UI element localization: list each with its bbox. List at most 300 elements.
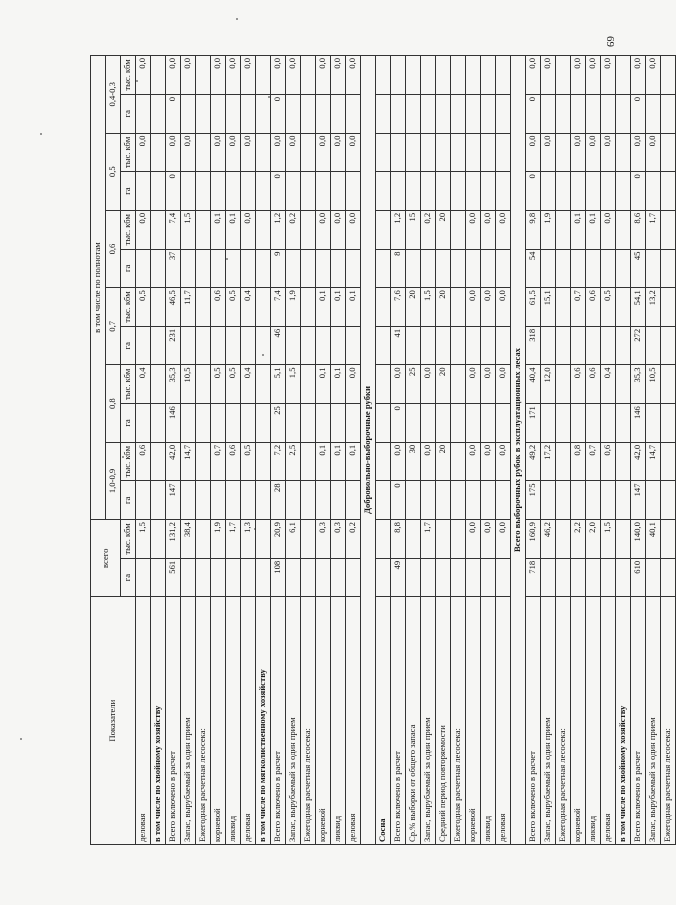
cell-volume xyxy=(301,520,316,559)
cell-area-ha xyxy=(646,404,661,443)
cell-area-ha: 175 xyxy=(526,481,541,520)
cell-area-ha: 318 xyxy=(526,326,541,365)
cell-volume: 0,0 xyxy=(466,288,481,327)
cell-volume: 0,2 xyxy=(286,210,301,249)
cell-volume: 0,0 xyxy=(601,210,616,249)
cell-area-ha xyxy=(301,172,316,211)
cell-area-ha xyxy=(136,558,151,597)
cell-volume xyxy=(256,442,271,481)
cell-area-ha xyxy=(316,404,331,443)
cell-volume: 0,6 xyxy=(586,288,601,327)
cell-volume: 0,0 xyxy=(466,520,481,559)
cell-area-ha: 54 xyxy=(526,249,541,288)
cell-volume: 40,1 xyxy=(646,520,661,559)
cell-area-ha xyxy=(256,481,271,520)
cell-area-ha xyxy=(391,172,406,211)
row-label: Всего включено в расчет xyxy=(526,597,541,845)
cell-volume: 1,5 xyxy=(601,520,616,559)
cell-volume: 7,6 xyxy=(391,288,406,327)
cell-area-ha xyxy=(661,249,676,288)
cell-area-ha xyxy=(226,326,241,365)
cell-area-ha xyxy=(586,326,601,365)
cell-volume xyxy=(376,365,391,404)
table-body xyxy=(136,56,676,845)
cell-volume: 0,0 xyxy=(241,133,256,172)
cell-area-ha xyxy=(406,558,421,597)
cell-volume xyxy=(301,288,316,327)
cell-volume xyxy=(661,442,676,481)
row-label: деловая xyxy=(241,597,256,845)
cell-volume xyxy=(151,365,166,404)
cell-volume: 0,0 xyxy=(496,365,511,404)
cell-volume xyxy=(661,520,676,559)
cell-volume: 0,1 xyxy=(226,210,241,249)
cell-volume: 13,2 xyxy=(646,288,661,327)
cell-area-ha xyxy=(646,249,661,288)
header-total: всего xyxy=(91,520,121,597)
cell-volume xyxy=(421,133,436,172)
cell-volume: 8,6 xyxy=(631,210,646,249)
header-unit-volume: тыс. кбм xyxy=(121,210,136,249)
cell-volume xyxy=(451,365,466,404)
cell-volume xyxy=(301,365,316,404)
cell-volume: 0,5 xyxy=(226,365,241,404)
cell-area-ha xyxy=(571,481,586,520)
cell-area-ha xyxy=(541,249,556,288)
header-unit-volume: тыс. кбм xyxy=(121,133,136,172)
table-row xyxy=(136,56,151,845)
cell-area-ha xyxy=(481,249,496,288)
table-row xyxy=(316,56,331,845)
cell-area-ha xyxy=(136,249,151,288)
cell-area-ha xyxy=(466,172,481,211)
table-row xyxy=(616,56,631,845)
cell-area-ha xyxy=(601,94,616,133)
table-row xyxy=(256,56,271,845)
cell-area-ha xyxy=(541,326,556,365)
cell-area-ha xyxy=(211,481,226,520)
header-unit-volume: тыс. кбм xyxy=(121,288,136,327)
row-label: в том числе по хвойному хозяйству xyxy=(616,597,631,845)
cell-volume: 0,6 xyxy=(136,442,151,481)
table-row xyxy=(196,56,211,845)
cell-volume: 0,0 xyxy=(286,133,301,172)
cell-volume xyxy=(391,133,406,172)
cell-area-ha xyxy=(316,172,331,211)
cell-area-ha xyxy=(646,481,661,520)
cell-volume: 40,4 xyxy=(526,365,541,404)
cell-area-ha xyxy=(181,404,196,443)
cell-volume xyxy=(616,520,631,559)
cell-area-ha xyxy=(541,404,556,443)
cell-area-ha xyxy=(226,94,241,133)
table-row xyxy=(631,56,646,845)
cell-area-ha xyxy=(196,94,211,133)
cell-area-ha xyxy=(151,481,166,520)
cell-area-ha xyxy=(151,172,166,211)
cell-volume: 1,5 xyxy=(421,288,436,327)
cell-volume xyxy=(451,442,466,481)
cell-area-ha xyxy=(571,326,586,365)
cell-area-ha xyxy=(466,94,481,133)
cell-volume: 0,0 xyxy=(226,133,241,172)
cell-volume: 0,0 xyxy=(466,210,481,249)
cell-area-ha xyxy=(466,249,481,288)
cell-volume: 1,9 xyxy=(541,210,556,249)
cell-volume: 0,0 xyxy=(136,210,151,249)
cell-area-ha xyxy=(286,94,301,133)
table-row xyxy=(496,56,511,845)
cell-volume xyxy=(481,56,496,95)
cell-volume xyxy=(406,56,421,95)
table-row xyxy=(646,56,661,845)
cell-volume: 6,1 xyxy=(286,520,301,559)
cell-area-ha xyxy=(226,481,241,520)
cell-area-ha: 45 xyxy=(631,249,646,288)
cell-volume: 11,7 xyxy=(181,288,196,327)
cell-area-ha: 0 xyxy=(271,94,286,133)
cell-volume xyxy=(301,442,316,481)
cell-area-ha xyxy=(331,172,346,211)
cell-volume: 0,6 xyxy=(211,288,226,327)
cell-volume: 0,0 xyxy=(136,56,151,95)
cell-area-ha xyxy=(661,326,676,365)
table-row xyxy=(406,56,421,845)
cell-volume: 20 xyxy=(436,442,451,481)
cell-area-ha xyxy=(451,172,466,211)
cell-area-ha xyxy=(496,249,511,288)
cell-area-ha xyxy=(256,94,271,133)
header-unit-volume: тыс. кбм xyxy=(121,442,136,481)
cell-area-ha xyxy=(211,326,226,365)
cell-area-ha xyxy=(346,481,361,520)
row-label: Запас, вырубаемый за один прием xyxy=(646,597,661,845)
cell-volume xyxy=(616,133,631,172)
cell-volume: 1,5 xyxy=(136,520,151,559)
cell-volume xyxy=(151,133,166,172)
cell-volume: 5,1 xyxy=(271,365,286,404)
cell-area-ha xyxy=(646,94,661,133)
cell-volume: 7,4 xyxy=(166,210,181,249)
cell-volume: 1,7 xyxy=(226,520,241,559)
table-row xyxy=(451,56,466,845)
cell-volume xyxy=(451,133,466,172)
cell-volume: 0,6 xyxy=(571,365,586,404)
cell-volume xyxy=(256,133,271,172)
cell-volume xyxy=(451,288,466,327)
row-label: Сосна xyxy=(376,597,391,845)
cell-area-ha xyxy=(436,404,451,443)
cell-area-ha: 231 xyxy=(166,326,181,365)
cell-area-ha xyxy=(571,249,586,288)
table-row xyxy=(166,56,181,845)
cell-volume: 42,0 xyxy=(631,442,646,481)
cell-area-ha xyxy=(301,249,316,288)
cell-area-ha xyxy=(616,404,631,443)
cell-area-ha: 146 xyxy=(166,404,181,443)
cell-area-ha xyxy=(556,558,571,597)
cell-volume: 0,0 xyxy=(331,133,346,172)
cell-volume xyxy=(376,520,391,559)
header-unit-ha: га xyxy=(121,558,136,597)
cell-area-ha xyxy=(586,172,601,211)
cell-volume: 0,0 xyxy=(241,210,256,249)
cell-area-ha xyxy=(451,94,466,133)
cell-area-ha: 28 xyxy=(271,481,286,520)
row-label: ликвид xyxy=(586,597,601,845)
cell-area-ha xyxy=(541,481,556,520)
cell-area-ha xyxy=(496,558,511,597)
cell-area-ha xyxy=(601,404,616,443)
cell-area-ha xyxy=(376,481,391,520)
cell-area-ha xyxy=(151,94,166,133)
cell-area-ha xyxy=(541,94,556,133)
cell-area-ha xyxy=(466,404,481,443)
cell-volume xyxy=(196,56,211,95)
cell-area-ha: 25 xyxy=(271,404,286,443)
cell-volume: 0,0 xyxy=(346,365,361,404)
cell-volume: 0,5 xyxy=(226,288,241,327)
cell-area-ha xyxy=(346,94,361,133)
cell-volume: 8,8 xyxy=(391,520,406,559)
table-row xyxy=(346,56,361,845)
cell-volume xyxy=(151,210,166,249)
cell-volume xyxy=(196,133,211,172)
cell-volume: 0,0 xyxy=(331,210,346,249)
cell-volume xyxy=(466,56,481,95)
cell-area-ha xyxy=(136,94,151,133)
cell-area-ha xyxy=(196,481,211,520)
cell-volume: 20 xyxy=(406,288,421,327)
cell-volume: 0,0 xyxy=(271,133,286,172)
cell-area-ha xyxy=(496,172,511,211)
cell-volume xyxy=(376,210,391,249)
cell-area-ha xyxy=(331,558,346,597)
cell-area-ha xyxy=(286,481,301,520)
cell-volume: 0,1 xyxy=(331,365,346,404)
cell-area-ha xyxy=(301,94,316,133)
cell-area-ha xyxy=(586,94,601,133)
cell-volume: 1,2 xyxy=(391,210,406,249)
cell-area-ha xyxy=(211,404,226,443)
cell-area-ha xyxy=(451,249,466,288)
cell-volume xyxy=(256,520,271,559)
cell-volume: 35,3 xyxy=(166,365,181,404)
cell-volume: 131,2 xyxy=(166,520,181,559)
cell-volume: 46,5 xyxy=(166,288,181,327)
table-row xyxy=(526,56,541,845)
cell-area-ha xyxy=(346,404,361,443)
cell-volume xyxy=(556,365,571,404)
cell-volume: 0,3 xyxy=(316,520,331,559)
cell-area-ha xyxy=(181,558,196,597)
row-label: Средний период повторяемости xyxy=(436,597,451,845)
cell-volume: 0,0 xyxy=(526,56,541,95)
cell-volume: 0,1 xyxy=(346,288,361,327)
cell-volume xyxy=(436,56,451,95)
cell-volume: 0,0 xyxy=(346,210,361,249)
cell-area-ha xyxy=(556,249,571,288)
header-density-group: 1,0-0,9 xyxy=(106,442,121,519)
cell-area-ha xyxy=(421,558,436,597)
cell-volume: 12,0 xyxy=(541,365,556,404)
cell-area-ha xyxy=(226,249,241,288)
table-row xyxy=(421,56,436,845)
cell-volume: 0,4 xyxy=(241,288,256,327)
header-unit-ha: га xyxy=(121,94,136,133)
row-label: Запас, вырубаемый за один прием xyxy=(421,597,436,845)
cell-volume: 0,0 xyxy=(226,56,241,95)
cell-volume xyxy=(256,210,271,249)
table-row xyxy=(226,56,241,845)
cell-volume: 0,6 xyxy=(226,442,241,481)
header-unit-volume: тыс. кбм xyxy=(121,520,136,559)
header-density-group: 0,8 xyxy=(106,365,121,442)
table-row xyxy=(331,56,346,845)
cell-volume: 0,0 xyxy=(601,133,616,172)
header-unit-ha: га xyxy=(121,326,136,365)
cell-area-ha: 9 xyxy=(271,249,286,288)
cell-area-ha: 0 xyxy=(391,481,406,520)
row-label: Всего включено в расчет xyxy=(271,597,286,845)
table-row xyxy=(286,56,301,845)
cell-area-ha xyxy=(421,249,436,288)
cell-area-ha xyxy=(316,249,331,288)
row-label: Запас, вырубаемый за один прием xyxy=(181,597,196,845)
table-row xyxy=(541,56,556,845)
cell-area-ha xyxy=(256,249,271,288)
cell-volume: 0,0 xyxy=(211,56,226,95)
cell-volume: 0,0 xyxy=(421,365,436,404)
header-unit-volume: тыс. кбм xyxy=(121,365,136,404)
cell-area-ha xyxy=(331,249,346,288)
table-row xyxy=(271,56,286,845)
cell-area-ha: 0 xyxy=(526,172,541,211)
cell-area-ha xyxy=(346,172,361,211)
cell-area-ha xyxy=(136,172,151,211)
cell-volume: 38,4 xyxy=(181,520,196,559)
cell-volume xyxy=(151,442,166,481)
cell-area-ha xyxy=(421,481,436,520)
cell-area-ha xyxy=(421,94,436,133)
section-row xyxy=(511,56,526,845)
cell-volume: 0,0 xyxy=(496,210,511,249)
cell-area-ha xyxy=(586,558,601,597)
row-label: Ежегодная расчетная лесосека: xyxy=(301,597,316,845)
cell-area-ha xyxy=(406,404,421,443)
cell-volume: 0,6 xyxy=(586,365,601,404)
cell-area-ha xyxy=(421,326,436,365)
cell-volume: 20 xyxy=(436,288,451,327)
cell-area-ha xyxy=(646,558,661,597)
cell-volume: 0,0 xyxy=(316,56,331,95)
cell-area-ha xyxy=(556,172,571,211)
cell-volume: 35,3 xyxy=(631,365,646,404)
cell-volume: 0,1 xyxy=(211,210,226,249)
cell-area-ha xyxy=(391,94,406,133)
cell-area-ha xyxy=(661,94,676,133)
header-unit-ha: га xyxy=(121,172,136,211)
row-label: ликвид xyxy=(226,597,241,845)
cell-area-ha xyxy=(376,172,391,211)
cell-volume: 0,0 xyxy=(466,365,481,404)
cell-area-ha xyxy=(316,481,331,520)
cell-area-ha: 0 xyxy=(166,172,181,211)
header-unit-ha: га xyxy=(121,249,136,288)
cell-volume xyxy=(661,210,676,249)
cell-volume xyxy=(421,56,436,95)
cell-area-ha xyxy=(541,558,556,597)
cell-volume: 0,0 xyxy=(271,56,286,95)
cell-volume xyxy=(616,365,631,404)
cell-area-ha xyxy=(181,481,196,520)
cell-volume: 54,1 xyxy=(631,288,646,327)
cell-area-ha xyxy=(571,404,586,443)
cell-volume: 0,1 xyxy=(316,365,331,404)
cell-area-ha: 0 xyxy=(166,94,181,133)
cell-volume: 0,0 xyxy=(331,56,346,95)
cell-volume: 0,6 xyxy=(601,442,616,481)
cell-volume: 20,9 xyxy=(271,520,286,559)
cell-volume: 0,5 xyxy=(211,365,226,404)
cell-volume: 15 xyxy=(406,210,421,249)
cell-volume: 0,7 xyxy=(586,442,601,481)
scan-speck xyxy=(20,738,22,740)
cell-area-ha xyxy=(406,94,421,133)
cell-area-ha xyxy=(376,326,391,365)
cell-volume: 1,7 xyxy=(421,520,436,559)
cell-volume xyxy=(196,210,211,249)
cell-area-ha: 171 xyxy=(526,404,541,443)
cell-area-ha xyxy=(301,326,316,365)
cell-volume xyxy=(151,520,166,559)
cell-area-ha xyxy=(346,326,361,365)
row-label: деловая xyxy=(601,597,616,845)
cell-volume: 0,4 xyxy=(136,365,151,404)
cell-volume: 0,7 xyxy=(211,442,226,481)
cell-area-ha xyxy=(181,172,196,211)
cell-volume: 0,0 xyxy=(166,56,181,95)
row-label: Ежегодная расчетная лесосека: xyxy=(451,597,466,845)
cell-area-ha xyxy=(436,249,451,288)
cell-area-ha xyxy=(436,172,451,211)
cell-area-ha: 8 xyxy=(391,249,406,288)
cell-volume: 0,0 xyxy=(481,210,496,249)
cell-volume xyxy=(616,210,631,249)
cell-area-ha xyxy=(256,404,271,443)
cell-area-ha xyxy=(211,558,226,597)
cell-area-ha xyxy=(196,249,211,288)
rotated-table-container xyxy=(90,55,673,845)
table-row xyxy=(151,56,166,845)
cell-area-ha xyxy=(571,172,586,211)
cell-area-ha xyxy=(211,249,226,288)
cell-volume xyxy=(391,56,406,95)
cell-volume xyxy=(451,210,466,249)
cell-volume: 160,9 xyxy=(526,520,541,559)
cell-area-ha: 108 xyxy=(271,558,286,597)
cell-volume xyxy=(661,56,676,95)
cell-area-ha xyxy=(466,481,481,520)
header-indicators: Показатели xyxy=(91,597,136,845)
cell-area-ha xyxy=(646,172,661,211)
cell-area-ha: 0 xyxy=(631,172,646,211)
cell-volume: 0,2 xyxy=(346,520,361,559)
cell-area-ha: 0 xyxy=(391,404,406,443)
page-number: 69 xyxy=(604,36,616,47)
cell-volume: 42,0 xyxy=(166,442,181,481)
cell-volume: 0,0 xyxy=(391,442,406,481)
